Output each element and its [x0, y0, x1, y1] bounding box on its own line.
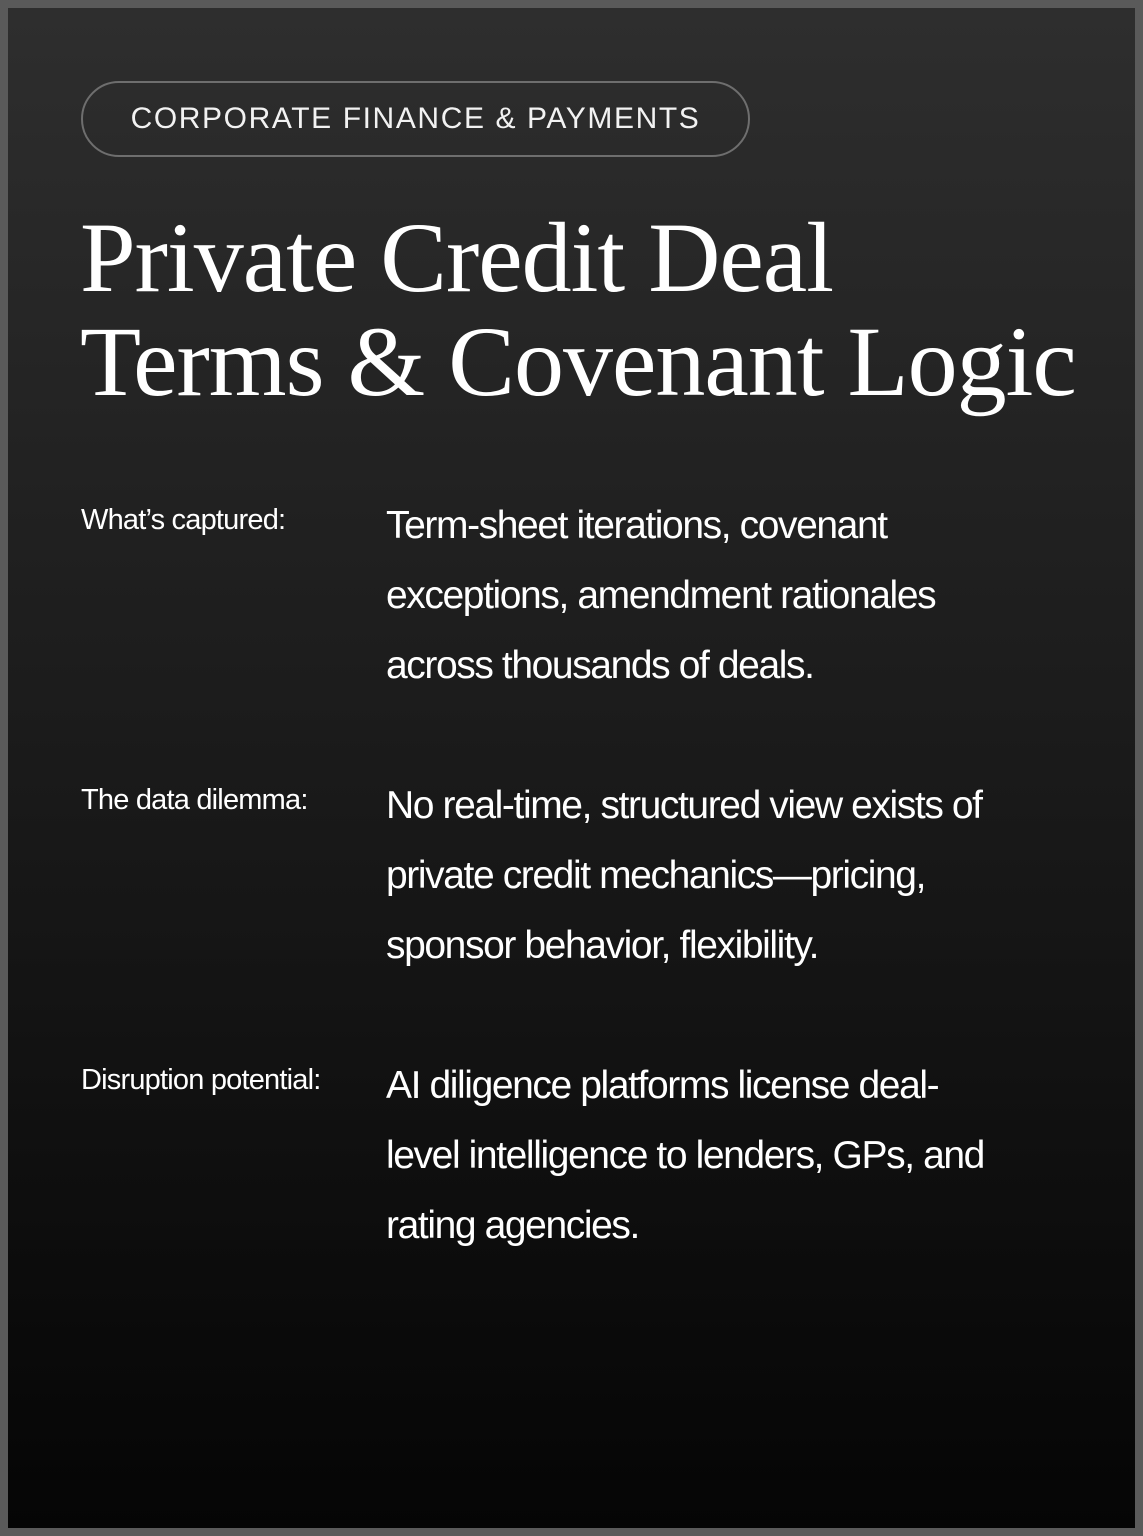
row-description: [386, 491, 1046, 701]
row-description-line: AI diligence platforms license deal-: [386, 1064, 939, 1107]
page-title: [80, 202, 1120, 417]
row-description: [386, 1051, 1046, 1261]
row-label: Disruption potential:: [81, 1064, 321, 1096]
title-line-1: Private Credit Deal: [80, 202, 833, 313]
row-description-line: rating agencies.: [386, 1204, 639, 1247]
category-tag: CORPORATE FINANCE & PAYMENTS: [81, 81, 750, 157]
row-description-line: exceptions, amendment rationales: [386, 574, 936, 617]
row-description-line: sponsor behavior, flexibility.: [386, 924, 819, 967]
row-label: What’s captured:: [81, 504, 286, 536]
row-description-line: level intelligence to lenders, GPs, and: [386, 1134, 984, 1177]
row-description-line: private credit mechanics—pricing,: [386, 854, 926, 897]
row-label: The data dilemma:: [81, 784, 308, 816]
info-card: [8, 8, 1135, 1528]
row-description-line: No real-time, structured view exists of: [386, 784, 982, 827]
row-description-line: Term-sheet iterations, covenant: [386, 504, 887, 547]
title-line-2: Terms & Covenant Logic: [80, 306, 1076, 417]
row-description-line: across thousands of deals.: [386, 644, 814, 687]
row-description: [386, 771, 1046, 981]
